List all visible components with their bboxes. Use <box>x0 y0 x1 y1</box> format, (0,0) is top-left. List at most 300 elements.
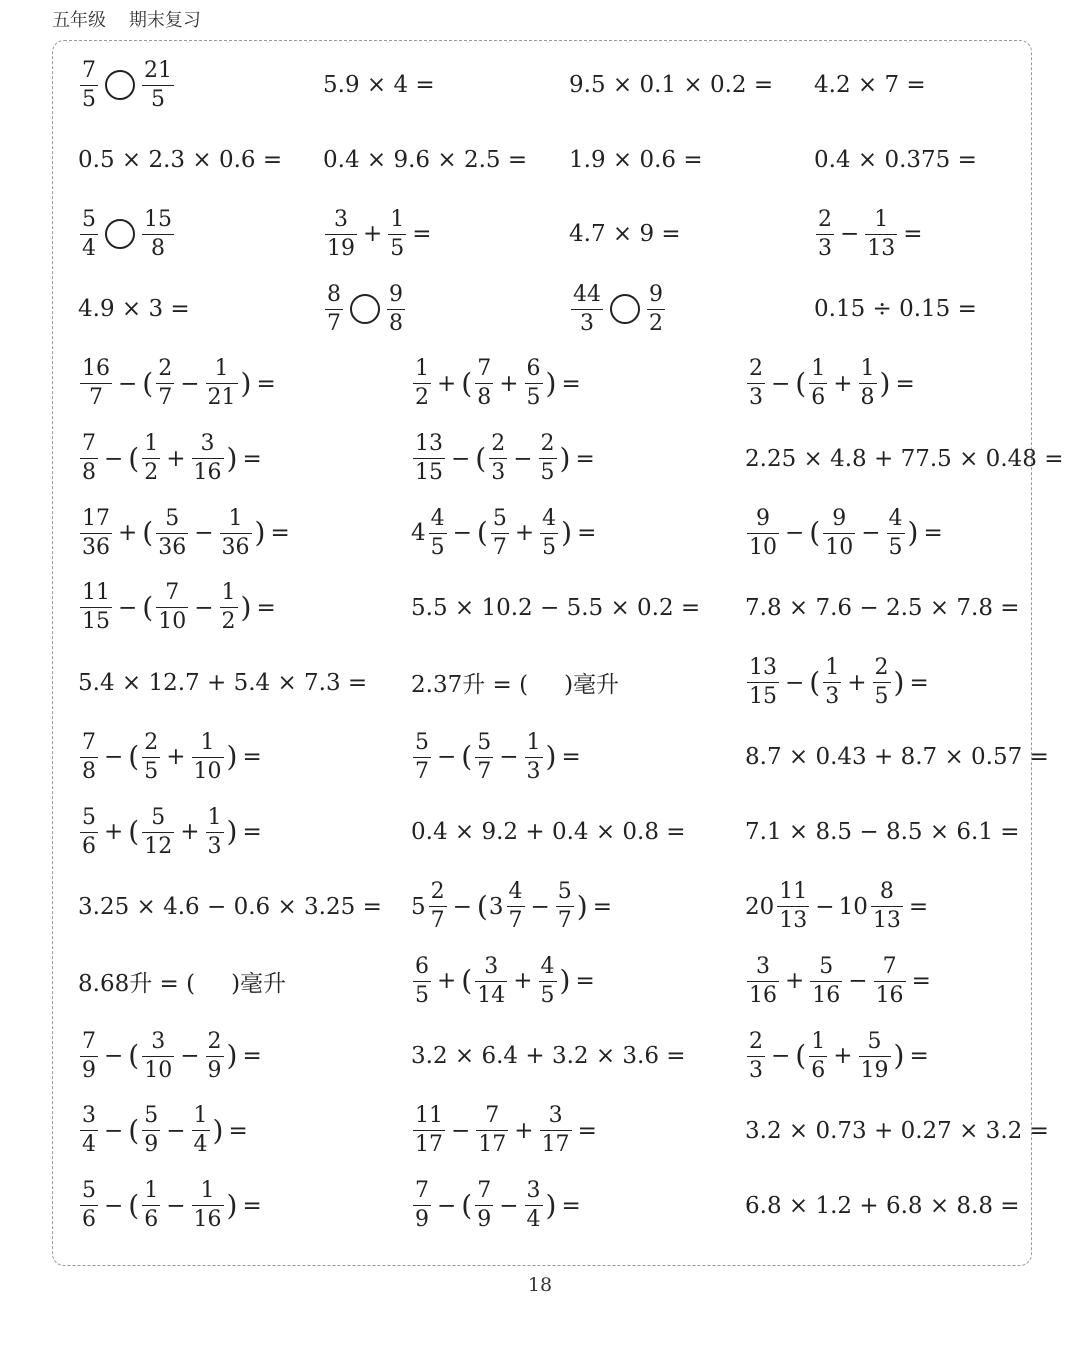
operator: + <box>118 520 138 547</box>
fraction <box>475 729 493 784</box>
numerator: 15 <box>144 206 172 232</box>
fraction <box>413 729 431 784</box>
fraction-bar <box>525 757 543 758</box>
numerator: 3 <box>756 953 770 979</box>
operator: = <box>909 1043 929 1070</box>
numerator: 6 <box>415 953 429 979</box>
compare-circle[interactable] <box>105 219 135 249</box>
numerator: 2 <box>207 1028 222 1054</box>
problem <box>78 48 176 122</box>
page-header <box>52 6 201 32</box>
denominator: 4 <box>82 1132 96 1158</box>
page-number: 18 <box>527 1274 553 1296</box>
problem <box>78 720 266 794</box>
operator: = <box>577 520 597 547</box>
parenthesis: ) <box>226 441 238 475</box>
fraction <box>142 433 160 484</box>
problem <box>78 496 294 570</box>
problem <box>78 422 266 496</box>
fraction <box>80 729 98 784</box>
denominator: 17 <box>478 1132 507 1158</box>
numerator: 7 <box>82 431 96 456</box>
fraction-bar <box>413 458 445 459</box>
problem-row <box>0 870 1080 944</box>
expression-text: 5.9 × 4 = <box>323 72 435 98</box>
operator: − <box>194 520 214 547</box>
numerator: 1 <box>811 356 826 382</box>
parenthesis: ) <box>893 1039 905 1073</box>
denominator: 6 <box>144 1207 159 1232</box>
parenthesis: ( <box>142 516 154 550</box>
numerator: 7 <box>477 356 492 382</box>
problem <box>411 1169 585 1243</box>
problem-row <box>0 720 1080 794</box>
numerator: 5 <box>492 505 507 531</box>
operator: − <box>104 445 124 472</box>
compare-circle[interactable] <box>105 70 135 100</box>
expression-text: 8.7 × 0.43 + 8.7 × 0.57 = <box>745 744 1049 771</box>
numerator: 9 <box>649 281 663 307</box>
parenthesis: ( <box>809 516 821 550</box>
numerator: 9 <box>389 281 403 307</box>
fraction-bar <box>647 309 665 310</box>
operator: − <box>180 1043 200 1070</box>
fraction-bar <box>192 1130 210 1131</box>
fraction-bar <box>80 1056 98 1057</box>
denominator: 3 <box>749 1057 763 1083</box>
denominator: 9 <box>82 1057 96 1083</box>
fraction-bar <box>413 383 431 384</box>
operator: − <box>194 594 214 621</box>
denominator: 7 <box>477 758 492 784</box>
fraction <box>539 953 557 1008</box>
numerator: 5 <box>867 1028 882 1054</box>
fraction-bar <box>475 757 493 758</box>
operator: + <box>104 819 124 845</box>
denominator: 7 <box>492 534 507 560</box>
problem-row <box>0 197 1080 271</box>
fraction <box>142 57 174 112</box>
parenthesis: ) <box>226 815 238 848</box>
fraction-bar <box>475 383 493 384</box>
expression-text: 0.5 × 2.3 × 0.6 = <box>78 146 283 173</box>
fraction-bar <box>540 533 558 534</box>
fraction <box>475 1180 493 1231</box>
denominator: 6 <box>82 1207 96 1232</box>
parenthesis: ( <box>461 964 473 998</box>
operator: = <box>242 819 262 845</box>
parenthesis: ) <box>226 740 238 774</box>
parenthesis: ) <box>893 665 905 699</box>
parenthesis: ) <box>226 1039 238 1073</box>
numerator: 9 <box>832 505 847 531</box>
denominator: 5 <box>430 534 445 560</box>
denominator: 16 <box>193 1207 222 1232</box>
numerator: 4 <box>430 505 445 531</box>
problem <box>745 422 1063 496</box>
problem <box>745 347 919 421</box>
fraction-bar <box>413 757 431 758</box>
parenthesis: ( <box>142 366 154 400</box>
parenthesis: ( <box>475 441 487 475</box>
problem <box>745 870 932 944</box>
fraction-bar <box>142 1205 160 1206</box>
denominator: 8 <box>860 385 875 411</box>
fraction-bar <box>865 234 897 235</box>
problem <box>814 272 977 346</box>
fraction <box>809 1028 827 1083</box>
problem <box>569 272 667 346</box>
fraction-bar <box>80 1205 98 1206</box>
problem <box>78 795 266 869</box>
fraction <box>80 206 98 261</box>
operator: + <box>499 370 519 397</box>
expression-text: 7.1 × 8.5 − 8.5 × 6.1 = <box>745 819 1020 845</box>
fraction <box>142 804 174 859</box>
fraction <box>859 358 877 409</box>
whole-number: 20 <box>745 893 775 920</box>
numerator: 1 <box>526 729 541 755</box>
operator: + <box>847 669 867 696</box>
problem <box>323 272 407 346</box>
fraction <box>647 281 665 336</box>
fraction-bar <box>489 458 507 459</box>
fraction <box>539 433 557 484</box>
numerator: 7 <box>82 729 96 755</box>
problem <box>745 1094 1049 1168</box>
parenthesis: ( <box>476 516 488 550</box>
fraction <box>413 358 431 409</box>
problem <box>745 944 935 1018</box>
parenthesis: ( <box>128 740 140 774</box>
fraction <box>80 57 98 112</box>
numerator: 1 <box>811 1028 826 1054</box>
operator: + <box>363 221 383 248</box>
expression-text: 3.2 × 6.4 + 3.2 × 3.6 = <box>411 1043 686 1070</box>
fraction-bar <box>156 533 188 534</box>
denominator: 8 <box>477 385 492 411</box>
parenthesis: ) <box>240 590 252 624</box>
fraction-bar <box>80 832 98 833</box>
operator: + <box>514 520 535 547</box>
problem <box>411 347 585 421</box>
operator: = <box>256 370 276 397</box>
parenthesis: ( <box>128 1113 140 1147</box>
fraction <box>525 358 543 409</box>
operator: + <box>833 370 853 397</box>
fraction-bar <box>220 607 238 608</box>
fraction <box>747 505 779 560</box>
denominator: 16 <box>749 982 777 1008</box>
operator: = <box>242 445 262 472</box>
fraction <box>388 206 406 261</box>
parenthesis: ( <box>128 441 140 475</box>
fraction-bar <box>540 1130 572 1131</box>
fraction-bar <box>539 458 557 459</box>
numerator: 11 <box>779 879 808 905</box>
fraction <box>871 881 903 932</box>
fraction-bar <box>823 533 855 534</box>
parenthesis: ( <box>461 1188 473 1222</box>
numerator: 44 <box>573 281 601 307</box>
denominator: 36 <box>82 534 110 560</box>
operator: + <box>437 968 457 995</box>
numerator: 7 <box>415 1178 429 1203</box>
denominator: 4 <box>526 1207 541 1232</box>
fraction <box>80 582 112 633</box>
denominator: 17 <box>415 1132 443 1158</box>
problem <box>411 795 686 869</box>
parenthesis: ( <box>795 366 807 400</box>
fraction <box>823 657 841 708</box>
fraction-bar <box>156 383 174 384</box>
parenthesis: ) <box>226 1188 238 1222</box>
numerator: 5 <box>477 729 492 755</box>
denominator: 4 <box>82 235 96 261</box>
fraction-bar <box>874 981 906 982</box>
fraction <box>887 505 905 560</box>
denominator: 6 <box>811 1057 826 1083</box>
numerator: 6 <box>526 356 541 382</box>
fraction-bar <box>859 383 877 384</box>
problem <box>78 870 382 944</box>
denominator: 3 <box>526 758 541 784</box>
operator: + <box>514 1117 534 1144</box>
expression-text: 6.8 × 1.2 + 6.8 × 8.8 = <box>745 1192 1020 1219</box>
numerator: 1 <box>144 431 159 456</box>
operator: + <box>833 1043 853 1070</box>
denominator: 7 <box>430 908 445 934</box>
parenthesis: ( <box>128 1039 140 1073</box>
fraction-bar <box>80 533 112 534</box>
numerator: 3 <box>82 1103 96 1129</box>
operator: = <box>592 893 612 920</box>
fraction <box>475 358 493 409</box>
fraction-bar <box>491 533 509 534</box>
fraction <box>142 206 174 261</box>
problem-row <box>0 1094 1080 1168</box>
fraction-bar <box>192 757 224 758</box>
fraction <box>475 953 507 1008</box>
denominator: 2 <box>649 310 663 336</box>
numerator: 8 <box>327 281 341 307</box>
fraction <box>413 953 431 1008</box>
denominator: 16 <box>875 982 904 1008</box>
denominator: 13 <box>867 235 896 261</box>
expression-text: 0.15 ÷ 0.15 = <box>814 296 977 323</box>
whole-number: 4 <box>411 520 426 547</box>
fraction-bar <box>747 981 779 982</box>
numerator: 1 <box>193 1103 208 1129</box>
denominator: 12 <box>144 833 173 859</box>
denominator: 19 <box>327 235 355 261</box>
denominator: 8 <box>151 235 165 261</box>
denominator: 9 <box>207 1057 222 1083</box>
fraction <box>325 206 357 261</box>
fraction <box>80 505 112 560</box>
compare-circle[interactable] <box>610 294 640 324</box>
operator: + <box>180 819 200 845</box>
numerator: 5 <box>165 505 180 531</box>
operator: − <box>180 370 200 397</box>
fraction <box>80 358 112 409</box>
problem <box>411 1019 686 1093</box>
operator: = <box>242 1192 262 1219</box>
fraction-bar <box>142 1056 174 1057</box>
numerator: 1 <box>825 655 840 681</box>
problem <box>78 197 176 271</box>
problem <box>745 795 1020 869</box>
operator: − <box>771 370 791 397</box>
operator: = <box>895 370 915 397</box>
expression-text: 7.8 × 7.6 − 2.5 × 7.8 = <box>745 594 1020 621</box>
problem-row <box>0 272 1080 346</box>
fraction-bar <box>887 533 905 534</box>
fraction-bar <box>192 458 224 459</box>
denominator: 5 <box>526 385 541 411</box>
fraction-bar <box>80 383 112 384</box>
denominator: 16 <box>812 982 841 1008</box>
problem <box>78 1169 266 1243</box>
fraction <box>156 505 188 560</box>
operator: − <box>848 968 868 995</box>
problem <box>78 347 280 421</box>
fraction-bar <box>747 1056 765 1057</box>
operator: = <box>242 1043 262 1070</box>
fraction-bar <box>192 1205 224 1206</box>
fraction-bar <box>747 533 779 534</box>
problem <box>411 646 619 720</box>
denominator: 7 <box>158 385 173 411</box>
problem <box>323 48 435 122</box>
operator: + <box>513 968 533 995</box>
numerator: 2 <box>430 879 445 905</box>
denominator: 9 <box>144 1132 159 1158</box>
fraction <box>747 1028 765 1083</box>
denominator: 15 <box>82 609 110 635</box>
whole-number: 3 <box>488 893 504 920</box>
denominator: 36 <box>158 534 187 560</box>
numerator: 1 <box>207 804 222 830</box>
fraction <box>80 1180 98 1231</box>
parenthesis: ) <box>907 516 919 550</box>
denominator: 15 <box>415 460 443 485</box>
operator: − <box>166 1117 186 1144</box>
problem <box>411 422 599 496</box>
fraction-bar <box>871 906 903 907</box>
fraction <box>865 206 897 261</box>
parenthesis: ( <box>461 366 473 400</box>
fraction-bar <box>388 234 406 235</box>
fraction-bar <box>325 234 357 235</box>
parenthesis: ( <box>128 1188 140 1222</box>
whole-number: 5 <box>411 893 426 920</box>
fraction <box>540 1105 572 1156</box>
fraction <box>491 505 509 560</box>
denominator: 13 <box>779 908 808 934</box>
denominator: 36 <box>221 534 250 560</box>
fraction <box>809 358 827 409</box>
problem <box>78 272 190 346</box>
problem <box>814 48 926 122</box>
denominator: 8 <box>389 310 403 336</box>
problem <box>78 571 280 645</box>
fraction <box>810 953 842 1008</box>
fraction-bar <box>413 1205 431 1206</box>
expression-text: 0.4 × 0.375 = <box>814 146 977 173</box>
operator: − <box>530 893 550 920</box>
numerator: 11 <box>415 1103 443 1129</box>
denominator: 5 <box>82 86 96 112</box>
denominator: 10 <box>749 534 777 560</box>
denominator: 17 <box>541 1132 570 1158</box>
fraction-bar <box>156 607 188 608</box>
fraction <box>429 881 447 932</box>
denominator: 9 <box>415 1207 429 1232</box>
fraction <box>156 358 174 409</box>
expression-text: 0.4 × 9.2 + 0.4 × 0.8 = <box>411 819 686 845</box>
problem <box>411 944 599 1018</box>
fraction <box>859 1028 891 1083</box>
operator: − <box>513 445 533 472</box>
expression-text: 5.4 × 12.7 + 5.4 × 7.3 = <box>78 669 368 696</box>
operator: = <box>561 370 581 397</box>
numerator: 5 <box>82 206 96 232</box>
numerator: 1 <box>860 356 875 382</box>
operator: − <box>104 744 124 771</box>
problem-row <box>0 1019 1080 1093</box>
operator: = <box>561 744 581 771</box>
problem <box>78 1019 266 1093</box>
numerator: 13 <box>415 431 443 456</box>
expression-text: 4.7 × 9 = <box>569 221 681 248</box>
denominator: 5 <box>390 235 405 261</box>
parenthesis: ( <box>795 1039 807 1073</box>
numerator: 7 <box>485 1103 500 1129</box>
operator: = <box>561 1192 581 1219</box>
fraction <box>489 433 507 484</box>
numerator: 3 <box>548 1103 563 1129</box>
expression-text: 4.9 × 3 = <box>78 296 190 323</box>
operator: + <box>437 370 457 397</box>
denominator: 10 <box>193 758 222 784</box>
numerator: 17 <box>82 505 110 531</box>
operator: − <box>118 594 138 621</box>
problem <box>78 646 367 720</box>
fraction <box>192 1105 210 1156</box>
fraction-bar <box>413 1130 445 1131</box>
denominator: 5 <box>540 982 555 1008</box>
operator: − <box>166 1192 186 1219</box>
fraction <box>142 729 160 784</box>
numerator: 1 <box>390 206 405 232</box>
fraction <box>874 953 906 1008</box>
denominator: 2 <box>221 609 236 635</box>
fraction <box>747 358 765 409</box>
fraction <box>80 1105 98 1156</box>
fraction-bar <box>80 757 98 758</box>
fraction <box>525 1180 543 1231</box>
problem <box>323 197 436 271</box>
denominator: 8 <box>82 758 96 784</box>
parenthesis: ( <box>128 815 140 848</box>
numerator: 5 <box>82 804 96 830</box>
fraction <box>325 281 343 336</box>
operator: = <box>908 893 929 920</box>
compare-circle[interactable] <box>350 294 380 324</box>
denominator: 10 <box>825 534 854 560</box>
operator: − <box>451 1117 471 1144</box>
